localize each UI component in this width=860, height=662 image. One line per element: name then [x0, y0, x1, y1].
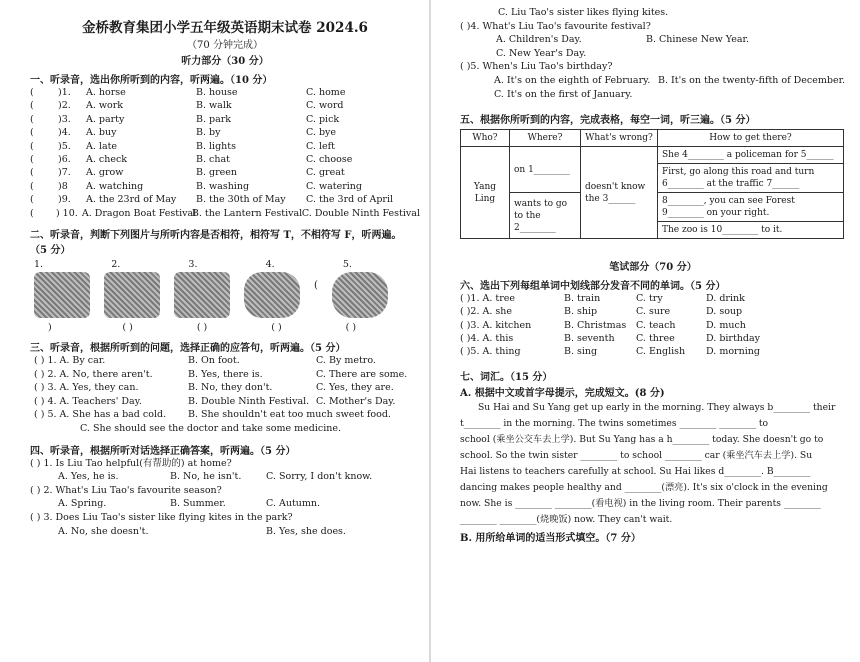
- list-item[interactable]: ( )2. A. work B. walk C. word: [30, 100, 344, 112]
- list-item[interactable]: ( )2. A. she B. ship C. sure D. soup: [460, 306, 743, 318]
- list-item[interactable]: ( )1. A. tree B. train C. try D. drink: [460, 293, 745, 305]
- picture-answers[interactable]: ) ( ) ( ) ( ) ( ): [48, 322, 357, 334]
- table-cell[interactable]: First, go along this road and turn 6________ at the traffic 7______: [658, 164, 844, 193]
- table-cell: Yang Ling: [461, 147, 510, 239]
- list-item[interactable]: ( )6. A. check B. chat C. choose: [30, 154, 353, 166]
- section-1-title: 一、听录音，选出你所听到的内容，听两遍。（10 分）: [30, 75, 273, 86]
- table-header: Where?: [510, 130, 581, 147]
- question-5-options: A. It's on the eighth of February. B. It's on the twenty-fifth of December.: [494, 74, 846, 86]
- picture-2: [104, 272, 160, 318]
- question-1[interactable]: ( ) 1. Is Liu Tao helpful(有帮助的) at home?: [30, 457, 232, 469]
- passage-line[interactable]: Su Hai and Su Yang get up early in the morning. They always b________ their: [478, 402, 836, 414]
- table-cell[interactable]: doesn't know the 3______: [581, 147, 658, 239]
- exam-duration: （70 分钟完成）: [187, 40, 263, 51]
- section-5-title: 五、根据你所听到的内容，完成表格，每空一词，听三遍。（5 分）: [460, 115, 756, 127]
- exam-title: 金桥教育集团小学五年级英语期末试卷 2024.6: [82, 20, 368, 36]
- answer-paren: (: [314, 280, 318, 292]
- list-item[interactable]: ( ) 2. A. No, there aren't. B. Yes, there is. C. There are some.: [34, 368, 408, 380]
- list-item[interactable]: ( ) 4. A. Teachers' Day. B. Double Ninth Festival. C. Mother's Day.: [34, 395, 396, 407]
- table-row: [461, 147, 844, 164]
- section-7b-title: B. 用所给单词的适当形式填空。（7 分）: [460, 533, 641, 545]
- list-item[interactable]: ( )4. A. this B. seventh C. three D. birthday: [460, 332, 761, 344]
- table-header-row: [461, 130, 844, 147]
- cloze-passage: [460, 400, 846, 528]
- list-item[interactable]: ( )3. A. party B. park C. pick: [30, 113, 340, 125]
- table-cell[interactable]: on 1________: [510, 147, 581, 193]
- table-header: What's wrong?: [581, 130, 658, 147]
- list-item[interactable]: ( )3. A. kitchen B. Christmas C. teach D. much: [460, 319, 746, 331]
- table-header: Who?: [461, 130, 510, 147]
- question-1-options: A. Yes, he is. B. No, he isn't. C. Sorry, I don't know.: [58, 471, 373, 483]
- passage-line[interactable]: school (乘坐公交车去上学). But Su Yang has a h________ today. She doesn't go to: [460, 434, 824, 446]
- list-item[interactable]: ( )8 A. watching B. washing C. watering: [30, 180, 362, 192]
- list-item[interactable]: ( ) 5. A. She has a bad cold. B. She shouldn't eat too much sweet food.: [34, 409, 391, 421]
- section-6-list: [460, 292, 846, 358]
- list-item[interactable]: ( )9. A. the 23rd of May B. the 30th of May C. the 3rd of April: [30, 194, 394, 206]
- passage-line[interactable]: dancing makes people healthy and ________(漂亮). It's six o'clock in the evening: [460, 482, 828, 494]
- table-cell[interactable]: 8________, you can see Forest 9________ on your right.: [658, 193, 844, 222]
- right-page: [430, 0, 860, 662]
- fill-table: [460, 129, 844, 239]
- table-cell[interactable]: She 4________ a policeman for 5______: [658, 147, 844, 164]
- question-4-option-c: C. New Year's Day.: [496, 47, 587, 59]
- section-7-title: 七、词汇。（15 分）: [460, 372, 553, 384]
- question-2-options: A. Spring. B. Summer. C. Autumn.: [58, 498, 321, 510]
- question-5[interactable]: ( )5. When's Liu Tao's birthday?: [460, 61, 613, 73]
- list-item[interactable]: ( )7. A. grow B. green C. great: [30, 167, 345, 179]
- list-item[interactable]: ( )5. A. thing B. sing C. English D. morning: [460, 345, 760, 357]
- passage-line[interactable]: Hai listens to teachers carefully at school. Su Hai likes d________. B________: [460, 466, 811, 478]
- passage-line[interactable]: t________ in the morning. The twins sometimes ________ ________ to: [460, 418, 769, 430]
- passage-line[interactable]: school. So the twin sister ________ to school ________ car (乘坐汽车去上学). Su: [460, 450, 813, 462]
- list-item[interactable]: ( ) 1. A. By car. B. On foot. C. By metro.: [34, 355, 376, 367]
- listening-part-heading: 听力部分（30 分）: [181, 56, 269, 67]
- question-5-option-c: C. It's on the first of January.: [494, 88, 633, 100]
- section-2-title: 二、听录音，判断下列图片与所听内容是否相符，相符写 T，不相符写 F，听两遍。 （5 分）: [30, 230, 402, 257]
- option-text: C. She should see the doctor and take some medicine.: [80, 423, 342, 435]
- table-cell[interactable]: wants to go to the 2________: [510, 193, 581, 239]
- picture-3: [174, 272, 230, 318]
- list-item[interactable]: ( )1. A. horse B. house C. home: [30, 87, 346, 98]
- question-4-options: A. Children's Day. B. Chinese New Year.: [496, 34, 750, 46]
- picture-row: [34, 272, 420, 318]
- question-3[interactable]: ( ) 3. Does Liu Tao's sister like flying kites in the park?: [30, 512, 293, 523]
- table-header: How to get there?: [658, 130, 844, 147]
- question-3-option-c: C. Liu Tao's sister likes flying kites.: [498, 7, 669, 18]
- picture-1: [34, 272, 90, 318]
- question-4[interactable]: ( )4. What's Liu Tao's favourite festival?: [460, 20, 651, 32]
- passage-line[interactable]: ________ ________(烧晚饭) now. They can't wait.: [460, 514, 673, 526]
- section-7a-title: A. 根据中文或首字母提示，完成短文。(8 分): [460, 388, 665, 400]
- section-3-list: [30, 354, 420, 436]
- section-1-list: [30, 86, 420, 220]
- list-item[interactable]: ( )5. A. late B. lights C. left: [30, 140, 335, 152]
- list-item[interactable]: ( )4. A. buy B. by C. bye: [30, 127, 337, 139]
- list-item[interactable]: ( ) 10. A. Dragon Boat Festival B. the Lantern Festival C. Double Ninth Festival: [30, 207, 420, 219]
- question-2[interactable]: ( ) 2. What's Liu Tao's favourite season?: [30, 484, 222, 496]
- written-part-heading: 笔试部分（70 分）: [609, 262, 697, 274]
- picture-4: [244, 272, 300, 318]
- question-3-options: A. No, she doesn't. B. Yes, she does.: [58, 525, 346, 537]
- section-4-title: 四、听录音，根据所听对话选择正确答案，听两遍。（5 分）: [30, 445, 296, 457]
- passage-line[interactable]: now. She is ________ ________(看电视) in the living room. Their parents ________: [460, 498, 821, 510]
- table-cell[interactable]: The zoo is 10________ to it.: [658, 222, 844, 239]
- picture-5: [332, 272, 388, 318]
- list-item[interactable]: ( ) 3. A. Yes, they can. B. No, they don't. C. Yes, they are.: [34, 382, 394, 394]
- picture-numbers: 1. 2. 3. 4. 5.: [34, 259, 352, 271]
- section-3-title: 三、听录音，根据所听到的问题，选择正确的应答句，听两遍。（5 分）: [30, 343, 346, 355]
- section-6-title: 六、选出下列每组单词中划线部分发音不同的单词。（5 分）: [460, 281, 726, 293]
